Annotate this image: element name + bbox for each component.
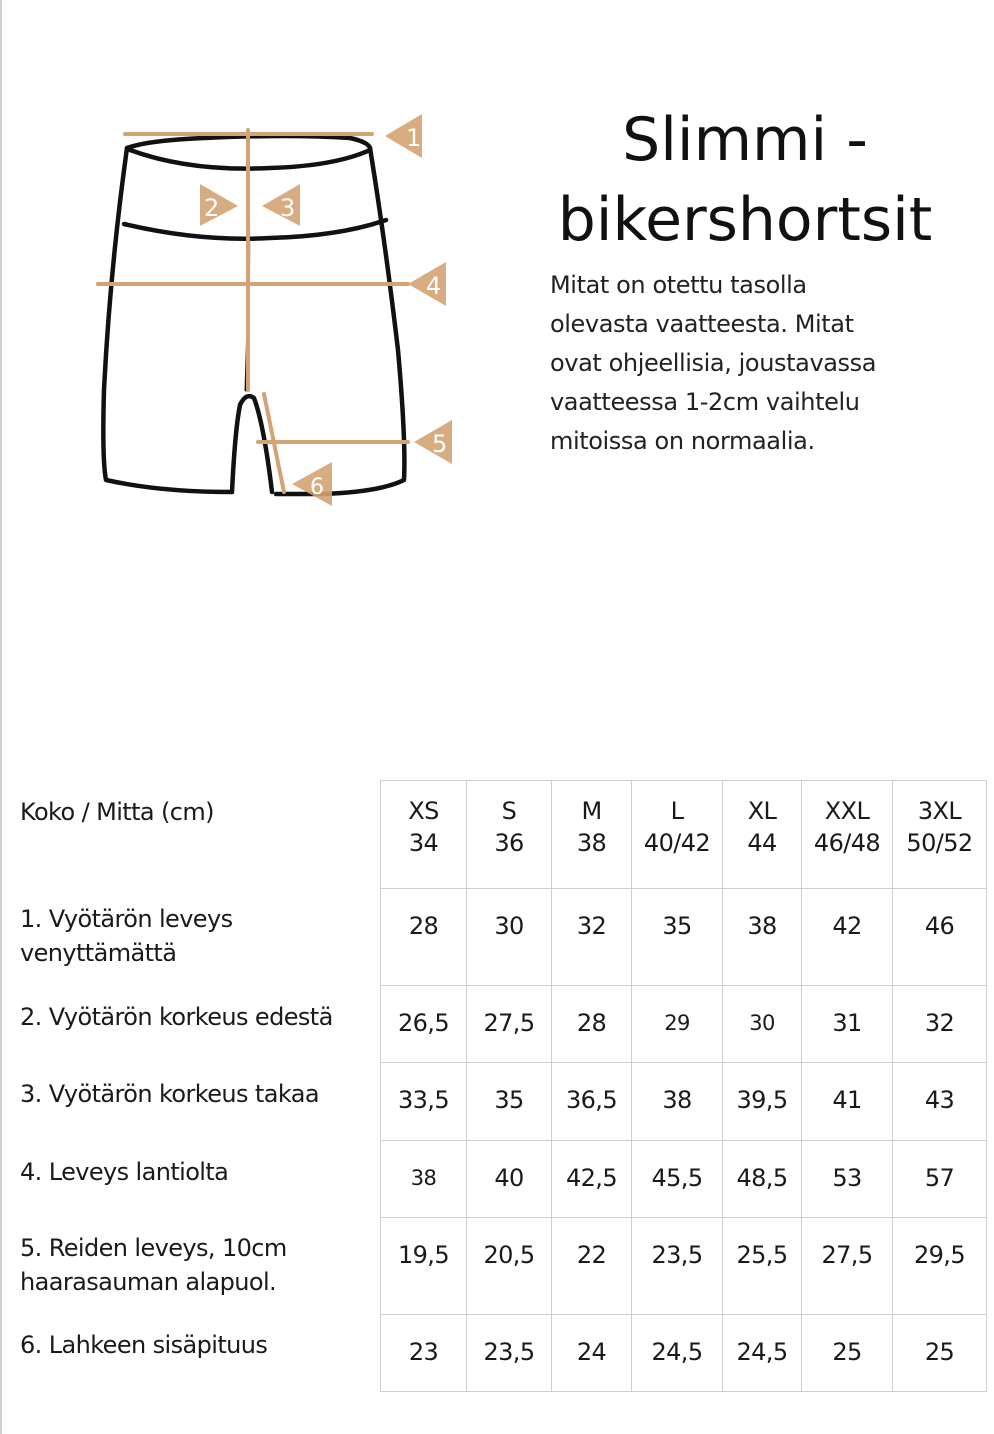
table-cell: 23,5 <box>467 1315 552 1392</box>
row-label-5-line-1: 5. Reiden leveys, 10cm <box>20 1234 287 1262</box>
table-cell: 32 <box>893 986 987 1063</box>
shorts-measurement-diagram <box>80 100 480 520</box>
row-label-1 <box>20 902 232 970</box>
size-header-row <box>381 781 987 889</box>
table-cell: 27,5 <box>467 986 552 1063</box>
marker-4 <box>408 262 446 306</box>
table-cell: 22 <box>552 1218 632 1315</box>
table-cell: 38 <box>381 1141 467 1218</box>
table-cell: 48,5 <box>723 1141 802 1218</box>
table-row <box>381 1218 987 1315</box>
table-cell: 57 <box>893 1141 987 1218</box>
product-title <box>540 100 950 260</box>
table-cell: 27,5 <box>802 1218 893 1315</box>
size-col-xxl: XXL 46/48 <box>802 781 893 889</box>
table-cell: 19,5 <box>381 1218 467 1315</box>
size-col-m: M 38 <box>552 781 632 889</box>
marker-1-label: 1 <box>406 124 422 152</box>
table-cell: 23 <box>381 1315 467 1392</box>
marker-1 <box>385 114 422 158</box>
row-label-4 <box>20 1155 228 1189</box>
table-cell: 43 <box>893 1063 987 1141</box>
note-line-5: mitoissa on normaalia. <box>550 427 815 455</box>
row-label-2-line-1: 2. Vyötärön korkeus edestä <box>20 1003 333 1031</box>
note-line-1: Mitat on otettu tasolla <box>550 271 807 299</box>
table-cell: 45,5 <box>632 1141 723 1218</box>
marker-2-label: 2 <box>204 194 220 222</box>
size-col-s: S 36 <box>467 781 552 889</box>
row-label-2 <box>20 1000 333 1034</box>
note-line-4: vaatteessa 1-2cm vaihtelu <box>550 388 860 416</box>
table-cell: 28 <box>381 889 467 986</box>
table-row <box>381 986 987 1063</box>
title-line-1: Slimmi - <box>622 105 868 175</box>
table-cell: 25 <box>893 1315 987 1392</box>
table-cell: 25,5 <box>723 1218 802 1315</box>
row-label-1-line-1: 1. Vyötärön leveys <box>20 905 233 933</box>
row-label-1-line-2: venyttämättä <box>20 939 177 967</box>
table-header-label: Koko / Mitta (cm) <box>20 798 214 826</box>
marker-5-label: 5 <box>432 430 448 458</box>
note-line-2: olevasta vaatteesta. Mitat <box>550 310 854 338</box>
row-label-3-line-1: 3. Vyötärön korkeus takaa <box>20 1080 319 1108</box>
size-col-xs: XS 34 <box>381 781 467 889</box>
size-col-3xl: 3XL 50/52 <box>893 781 987 889</box>
table-cell: 35 <box>467 1063 552 1141</box>
table-cell: 42 <box>802 889 893 986</box>
table-row <box>381 1141 987 1218</box>
table-cell: 41 <box>802 1063 893 1141</box>
table-row <box>381 1315 987 1392</box>
marker-3 <box>262 184 300 226</box>
size-chart-table <box>380 780 987 1392</box>
table-cell: 23,5 <box>632 1218 723 1315</box>
marker-3-label: 3 <box>280 194 296 222</box>
row-label-4-line-1: 4. Leveys lantiolta <box>20 1158 229 1186</box>
marker-5 <box>414 420 452 464</box>
measurement-note <box>550 266 970 461</box>
table-cell: 25 <box>802 1315 893 1392</box>
size-col-l: L 40/42 <box>632 781 723 889</box>
table-cell: 53 <box>802 1141 893 1218</box>
marker-2 <box>200 184 238 226</box>
table-cell: 42,5 <box>552 1141 632 1218</box>
marker-4-label: 4 <box>426 272 442 300</box>
waistband-seam <box>124 220 386 239</box>
table-cell: 20,5 <box>467 1218 552 1315</box>
row-label-3 <box>20 1077 319 1111</box>
page-edge-line <box>0 0 2 1434</box>
table-cell: 31 <box>802 986 893 1063</box>
marker-6 <box>292 462 332 506</box>
table-cell: 29,5 <box>893 1218 987 1315</box>
row-label-5 <box>20 1231 287 1299</box>
row-label-6-line-1: 6. Lahkeen sisäpituus <box>20 1331 268 1359</box>
row-label-5-line-2: haarasauman alapuol. <box>20 1268 277 1296</box>
note-line-3: ovat ohjeellisia, joustavassa <box>550 349 877 377</box>
table-cell: 39,5 <box>723 1063 802 1141</box>
measurement-lines <box>98 130 408 492</box>
table-cell: 46 <box>893 889 987 986</box>
size-col-xl: XL 44 <box>723 781 802 889</box>
marker-6-label: 6 <box>310 475 324 500</box>
table-cell: 29 <box>632 986 723 1063</box>
title-line-2: bikershortsit <box>557 185 933 255</box>
table-row <box>381 889 987 986</box>
table-cell: 30 <box>723 986 802 1063</box>
table-cell: 38 <box>723 889 802 986</box>
table-cell: 33,5 <box>381 1063 467 1141</box>
table-cell: 38 <box>632 1063 723 1141</box>
row-label-6 <box>20 1328 267 1362</box>
table-cell: 24,5 <box>723 1315 802 1392</box>
table-cell: 28 <box>552 986 632 1063</box>
table-cell: 24,5 <box>632 1315 723 1392</box>
table-cell: 30 <box>467 889 552 986</box>
table-cell: 35 <box>632 889 723 986</box>
table-cell: 26,5 <box>381 986 467 1063</box>
table-cell: 24 <box>552 1315 632 1392</box>
table-cell: 40 <box>467 1141 552 1218</box>
table-cell: 36,5 <box>552 1063 632 1141</box>
table-row <box>381 1063 987 1141</box>
table-cell: 32 <box>552 889 632 986</box>
